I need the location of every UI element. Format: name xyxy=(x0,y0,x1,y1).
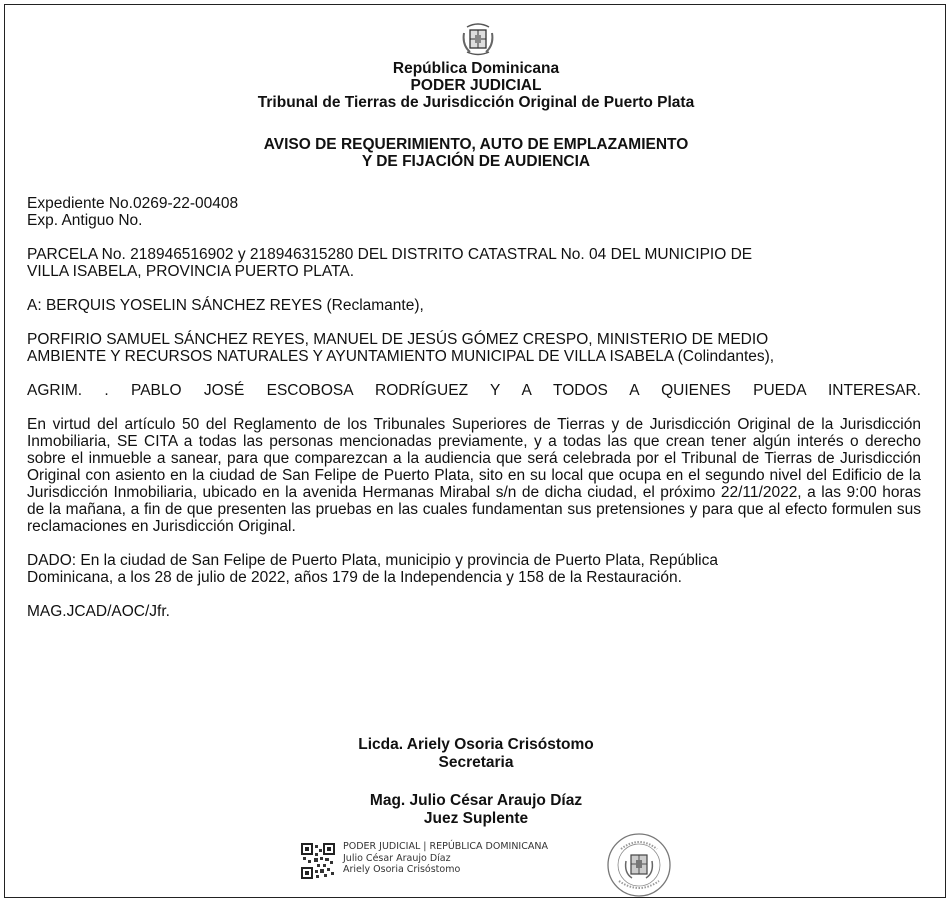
virtud-paragraph: En virtud del artículo 50 del Reglamento de los Tribunales Superiores de Tierras y de Jurisdicción Original de la Jurisdicción Inmobiliaria, SE CITA a todas las personas mencionadas previamente, y a todas las que crean tener algún interés o derecho sobre el inmueble a sanear, para que comparezcan a la audiencia que será celebrada por el Tribunal de Tierras de Jurisdicción Original con asiento en la ciudad de San Felipe de Puerto Plata, sito en su local que ocupa en el segundo nivel del Edificio de la Jurisdicción Inmobiliaria, ubicado en la avenida Hermanas Mirabal s/n de dicha ciudad, el próximo 22/11/2022, a las 9:00 horas de la mañana, a fin de que presenten las pruebas en las cuales fundamentan sus pretensiones y para que al efecto formulen sus reclamaciones en Jurisdicción Original. xyxy=(27,416,921,535)
header-institution: PODER JUDICIAL xyxy=(410,77,542,94)
stamp-signer-juez: Julio César Araujo Díaz xyxy=(343,852,451,864)
parcela-line-1: PARCELA No. 218946516902 y 218946315280 DEL DISTRITO CATASTRAL No. 04 DEL MUNICIPIO DE xyxy=(27,246,753,263)
colindantes-line-1: PORFIRIO SAMUEL SÁNCHEZ REYES, MANUEL DE JESÚS GÓMEZ CRESPO, MINISTERIO DE MEDIO xyxy=(27,331,769,348)
header xyxy=(5,60,947,111)
dado-line-1: DADO: En la ciudad de San Felipe de Puerto Plata, municipio y provincia de Puerto Plata, República xyxy=(27,552,718,569)
notice-title xyxy=(5,136,947,170)
dado-paragraph xyxy=(27,552,921,586)
header-tribunal: Tribunal de Tierras de Jurisdicción Original de Puerto Plata xyxy=(257,94,695,111)
title-line-2: Y DE FIJACIÓN DE AUDIENCIA xyxy=(361,153,591,170)
juez-role: Juez Suplente xyxy=(423,810,529,827)
parcela-line-2: VILLA ISABELA, PROVINCIA PUERTO PLATA. xyxy=(27,263,355,280)
notice-body xyxy=(27,195,921,637)
coat-of-arms-icon xyxy=(461,21,495,57)
stamp-signer-secretaria: Ariely Osoria Crisóstomo xyxy=(343,864,461,875)
secretaria-signature xyxy=(5,736,947,772)
colindantes-paragraph xyxy=(27,331,921,365)
qr-code-icon[interactable] xyxy=(301,843,335,879)
juez-name: Mag. Julio César Araujo Díaz xyxy=(369,792,583,809)
reclamante-paragraph: A: BERQUIS YOSELIN SÁNCHEZ REYES (Reclamante), xyxy=(27,297,424,314)
expediente-number: Expediente No.0269-22-00408 xyxy=(27,195,239,212)
digital-signature-stamp xyxy=(295,839,655,883)
juez-signature xyxy=(5,792,947,828)
secretaria-role: Secretaria xyxy=(438,754,514,771)
parcela-paragraph xyxy=(27,246,921,280)
dado-line-2: Dominicana, a los 28 de julio de 2022, años 179 de la Independencia y 158 de la Restauración. xyxy=(27,569,682,586)
expediente-antiguo: Exp. Antiguo No. xyxy=(27,212,143,229)
notice-page xyxy=(4,4,946,898)
title-line-1: AVISO DE REQUERIMIENTO, AUTO DE EMPLAZAMIENTO xyxy=(263,136,689,153)
agrim-paragraph: AGRIM. . PABLO JOSÉ ESCOBOSA RODRÍGUEZ Y A TODOS A QUIENES PUEDA INTERESAR. xyxy=(27,382,921,399)
header-country: República Dominicana xyxy=(392,60,560,77)
stamp-institution: PODER JUDICIAL | REPÚBLICA DOMINICANA xyxy=(343,841,548,852)
judicial-seal-icon xyxy=(605,831,673,899)
colindantes-line-2: AMBIENTE Y RECURSOS NATURALES Y AYUNTAMIENTO MUNICIPAL DE VILLA ISABELA (Colindantes), xyxy=(27,348,775,365)
signatures xyxy=(5,736,947,828)
reference-code: MAG.JCAD/AOC/Jfr. xyxy=(27,603,170,620)
secretaria-name: Licda. Ariely Osoria Crisóstomo xyxy=(358,736,594,753)
stamp-text xyxy=(343,841,548,876)
